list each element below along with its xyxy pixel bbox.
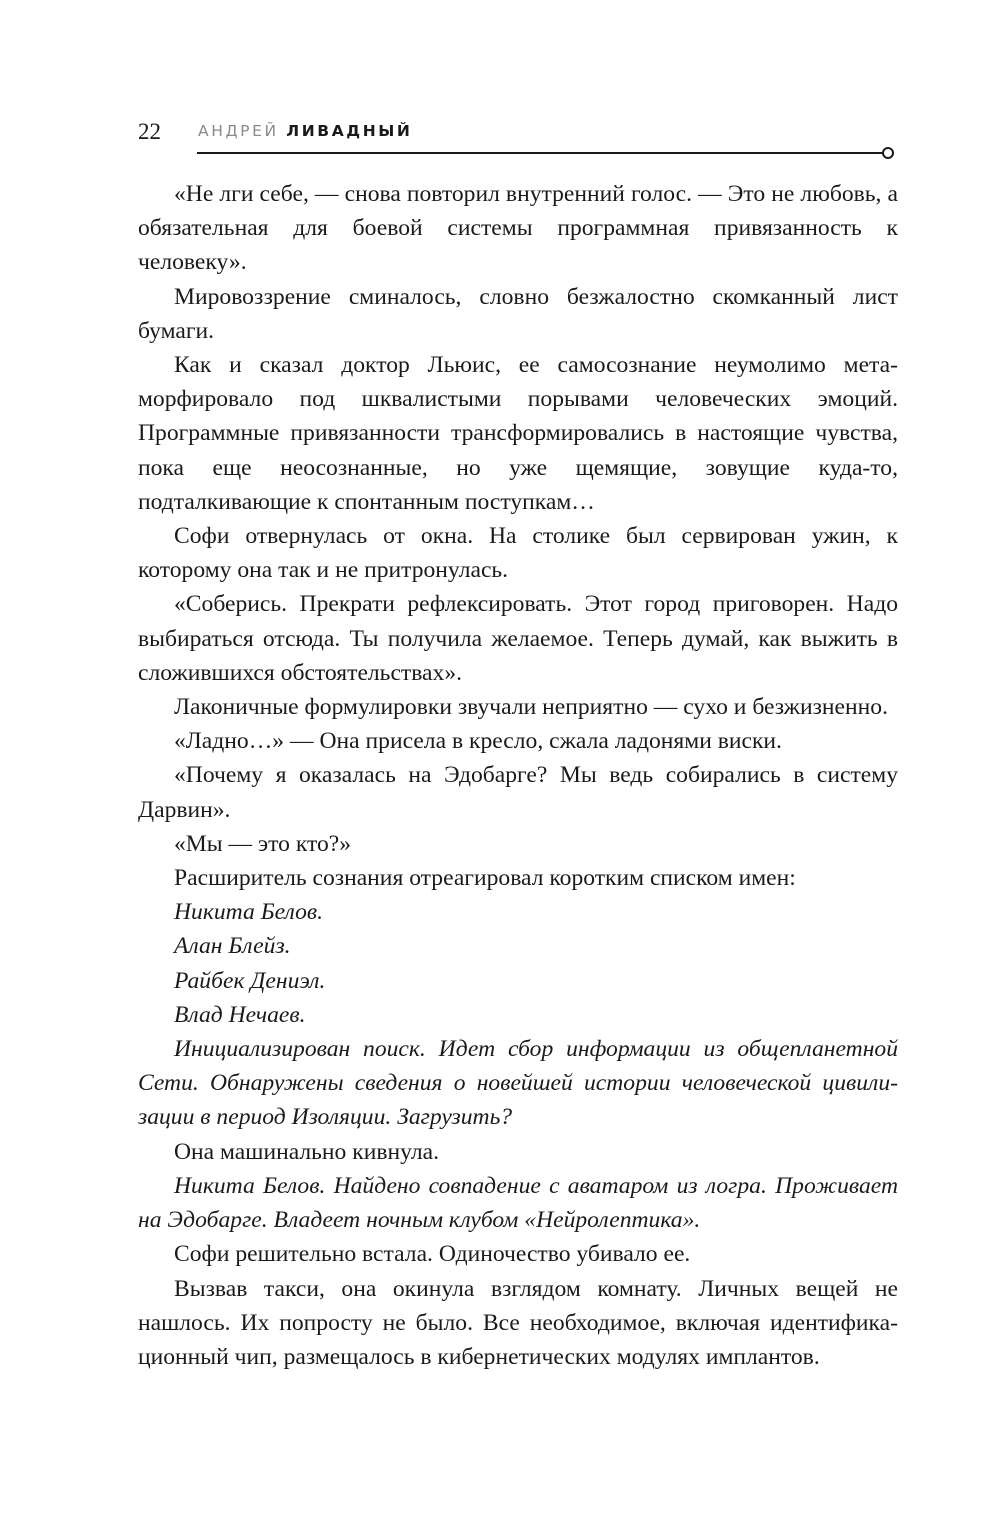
paragraph-italic-name: Райбек Дениэл. — [174, 967, 326, 994]
paragraph: Лаконичные формулировки звучали неприятно — сухо и безжизненно. — [174, 694, 888, 721]
paragraph: Мировоззрение сминалось, словно безжалостно скомканный лист бумаги. — [138, 283, 898, 344]
paragraph-italic-name: Никита Белов. — [174, 899, 324, 926]
page-number: 22 — [138, 119, 161, 144]
paragraph: Софи отвернулась от окна. На столике был сервирован ужин, к которому она так и не притронулась. — [138, 523, 898, 584]
author-last-name: ЛИВАДНЫЙ — [286, 122, 413, 140]
paragraph: Вызвав такси, она окинула взглядом комнату. Личных вещей не нашлось. Их попросту не было. Все необходимое, включая идентификационный чип, размещалось в кибернетических модулях имплантов. — [138, 1275, 898, 1370]
header-rule-end-dot — [882, 147, 894, 159]
header-rule — [197, 152, 883, 154]
paragraph: Софи решительно встала. Одиночество убивало ее. — [174, 1241, 691, 1268]
paragraph-italic-name: Алан Блейз. — [174, 933, 291, 960]
paragraph: «Мы — это кто?» — [174, 830, 352, 857]
running-head — [198, 122, 413, 140]
author-first-name: АНДРЕЙ — [198, 122, 279, 140]
paragraph-italic-name: Влад Нечаев. — [174, 1001, 306, 1028]
paragraph: Она машинально кивнула. — [174, 1138, 439, 1165]
paragraph-italic: Никита Белов. Найдено совпадение с аватаром из логра. Проживает на Эдобарге. Владеет ночным клубом «Нейролептика». — [138, 1172, 898, 1234]
paragraph: Как и сказал доктор Льюис, ее самосознание неумолимо метаморфировало под шквалистыми порывами человеческих эмоций. Программные привязанности трансформировались в настоящие чувства, пока еще неосознанные, но уже щемящие, зовущие куда-то, подталкивающие к спонтанным поступкам… — [138, 352, 898, 515]
body-text — [138, 177, 898, 1374]
paragraph: «Не лги себе, — снова повторил внутренний голос. — Это не любовь, а обязательная для боевой системы программная привязанность к человеку». — [138, 181, 898, 276]
paragraph: Расширитель сознания отреагировал коротким списком имен: — [174, 865, 796, 892]
paragraph: «Соберись. Прекрати рефлексировать. Этот город приговорен. Надо выбираться отсюда. Ты получила желаемое. Теперь думай, как выжить в сложившихся обстоятельствах». — [138, 591, 898, 686]
paragraph: «Ладно…» — Она присела в кресло, сжала ладонями виски. — [174, 728, 782, 755]
paragraph: «Почему я оказалась на Эдобарге? Мы ведь собирались в систему Дарвин». — [138, 762, 898, 823]
paragraph-italic: Инициализирован поиск. Идет сбор информации из общепланетной Сети. Обнаружены сведения о новейшей истории человеческой цивилизации в период Изоляции. Загрузить? — [138, 1036, 898, 1131]
page-header — [138, 116, 898, 156]
